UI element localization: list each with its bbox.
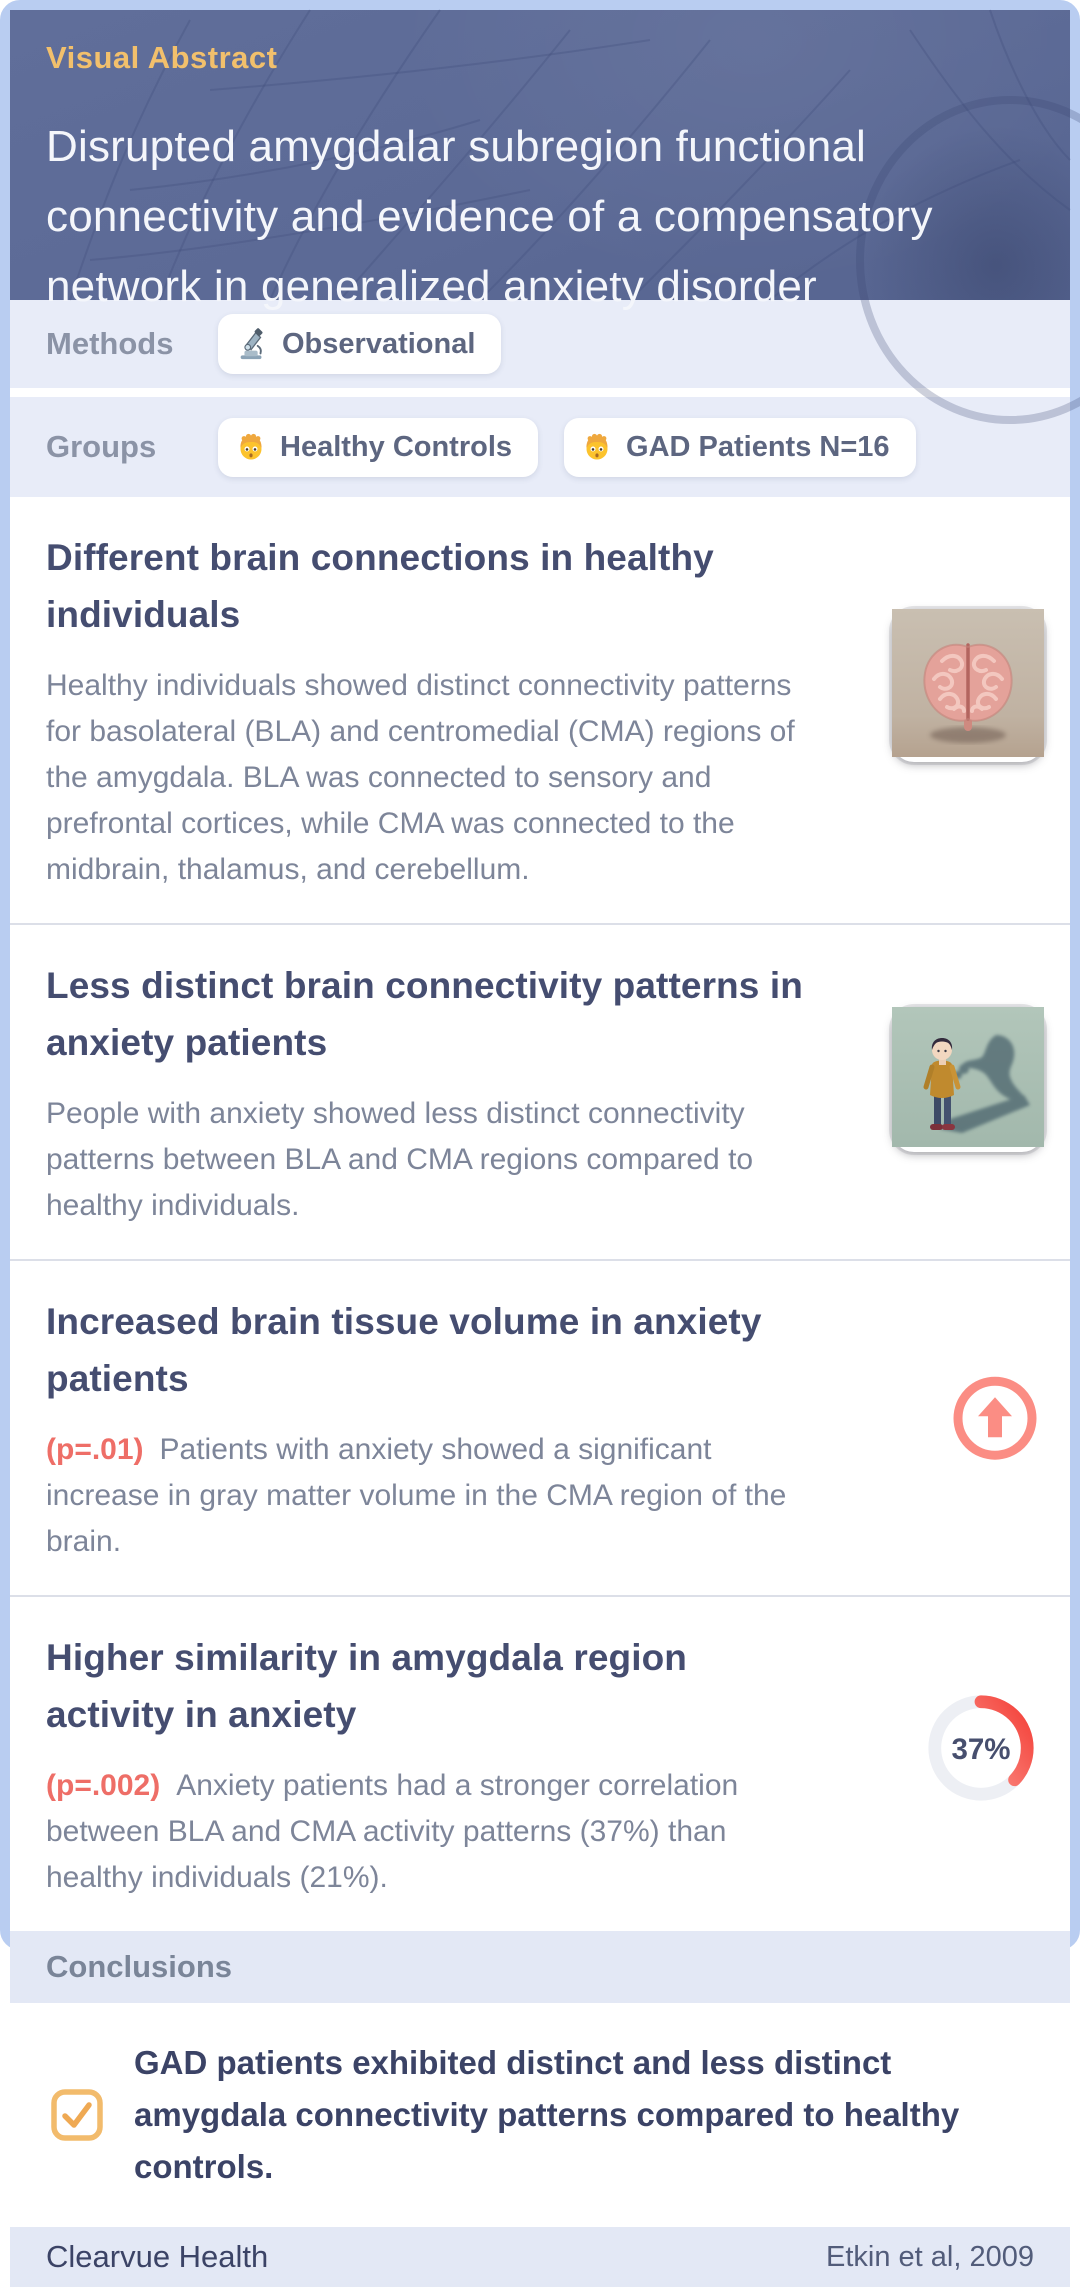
- brain-photo: [892, 609, 1044, 762]
- groups-label: Groups: [46, 429, 157, 464]
- finding-heading: Higher similarity in amygdala region activity in anxiety: [46, 1637, 688, 1735]
- conclusion-content: [10, 2003, 1070, 2227]
- microscope-icon: [235, 327, 269, 361]
- donut-value-label: 37%: [951, 1732, 1011, 1766]
- finding-body-text: Patients with anxiety showed a significant increase in gray matter volume in the CMA region of the brain.: [46, 1433, 787, 1558]
- visual-abstract-badge: Visual Abstract: [46, 40, 278, 75]
- donut-chart: [922, 1689, 1040, 1812]
- finding-body-text: Anxiety patients had a stronger correlation between BLA and CMA activity patterns (37%) than healthy individuals (21%).: [46, 1769, 739, 1894]
- finding-body: [46, 1763, 820, 1901]
- person-icon: [235, 431, 267, 463]
- finding-body: Healthy individuals showed distinct connectivity patterns for basolateral (BLA) and centromedial (CMA) regions of the amygdala. BLA was connected to sensory and prefrontal cortices, while CMA was connected to the midbrain, thalamus, and cerebellum.: [46, 669, 795, 886]
- group-pill-label: Healthy Controls: [280, 430, 513, 463]
- finding-section-1: [10, 497, 1070, 923]
- finding-heading: Less distinct brain connectivity patterns in anxiety patients: [46, 965, 803, 1063]
- checkbox-check-icon: [50, 2088, 104, 2142]
- finding-heading: Increased brain tissue volume in anxiety patients: [46, 1301, 762, 1399]
- groups-row: [10, 397, 1070, 497]
- arrow-up-circle-icon: [952, 1375, 1038, 1466]
- group-pill-healthy-controls: [218, 418, 538, 477]
- finding-section-2: [10, 923, 1070, 1259]
- brand-name: Clearvue Health: [46, 2239, 269, 2274]
- header: [10, 10, 1070, 311]
- p-value: (p=.002): [46, 1769, 161, 1802]
- finding-body: People with anxiety showed less distinct connectivity patterns between BLA and CMA regions compared to healthy individuals.: [46, 1097, 754, 1222]
- finding-heading: Different brain connections in healthy individuals: [46, 537, 714, 635]
- person-shadow-illustration: [892, 1007, 1044, 1152]
- methods-pill-observational: [218, 314, 501, 374]
- study-title: Disrupted amygdalar subregion functional connectivity and evidence of a compensatory network in generalized anxiety disorder: [46, 122, 933, 311]
- citation: Etkin et al, 2009: [826, 2240, 1034, 2273]
- finding-body: [46, 1427, 820, 1565]
- group-pill-label: GAD Patients N=16: [626, 430, 890, 463]
- p-value: (p=.01): [46, 1433, 144, 1466]
- finding-section-4: [10, 1595, 1070, 1931]
- methods-label: Methods: [46, 326, 174, 361]
- footer: [10, 2227, 1070, 2287]
- person-icon: [581, 431, 613, 463]
- group-pill-gad-patients: [564, 418, 916, 477]
- conclusion-text: GAD patients exhibited distinct and less distinct amygdala connectivity patterns compared to healthy controls.: [134, 2044, 960, 2185]
- conclusions-label: Conclusions: [46, 1949, 233, 1984]
- methods-pill-label: Observational: [282, 327, 476, 360]
- finding-section-3: [10, 1259, 1070, 1595]
- conclusions-band: [10, 1931, 1070, 2003]
